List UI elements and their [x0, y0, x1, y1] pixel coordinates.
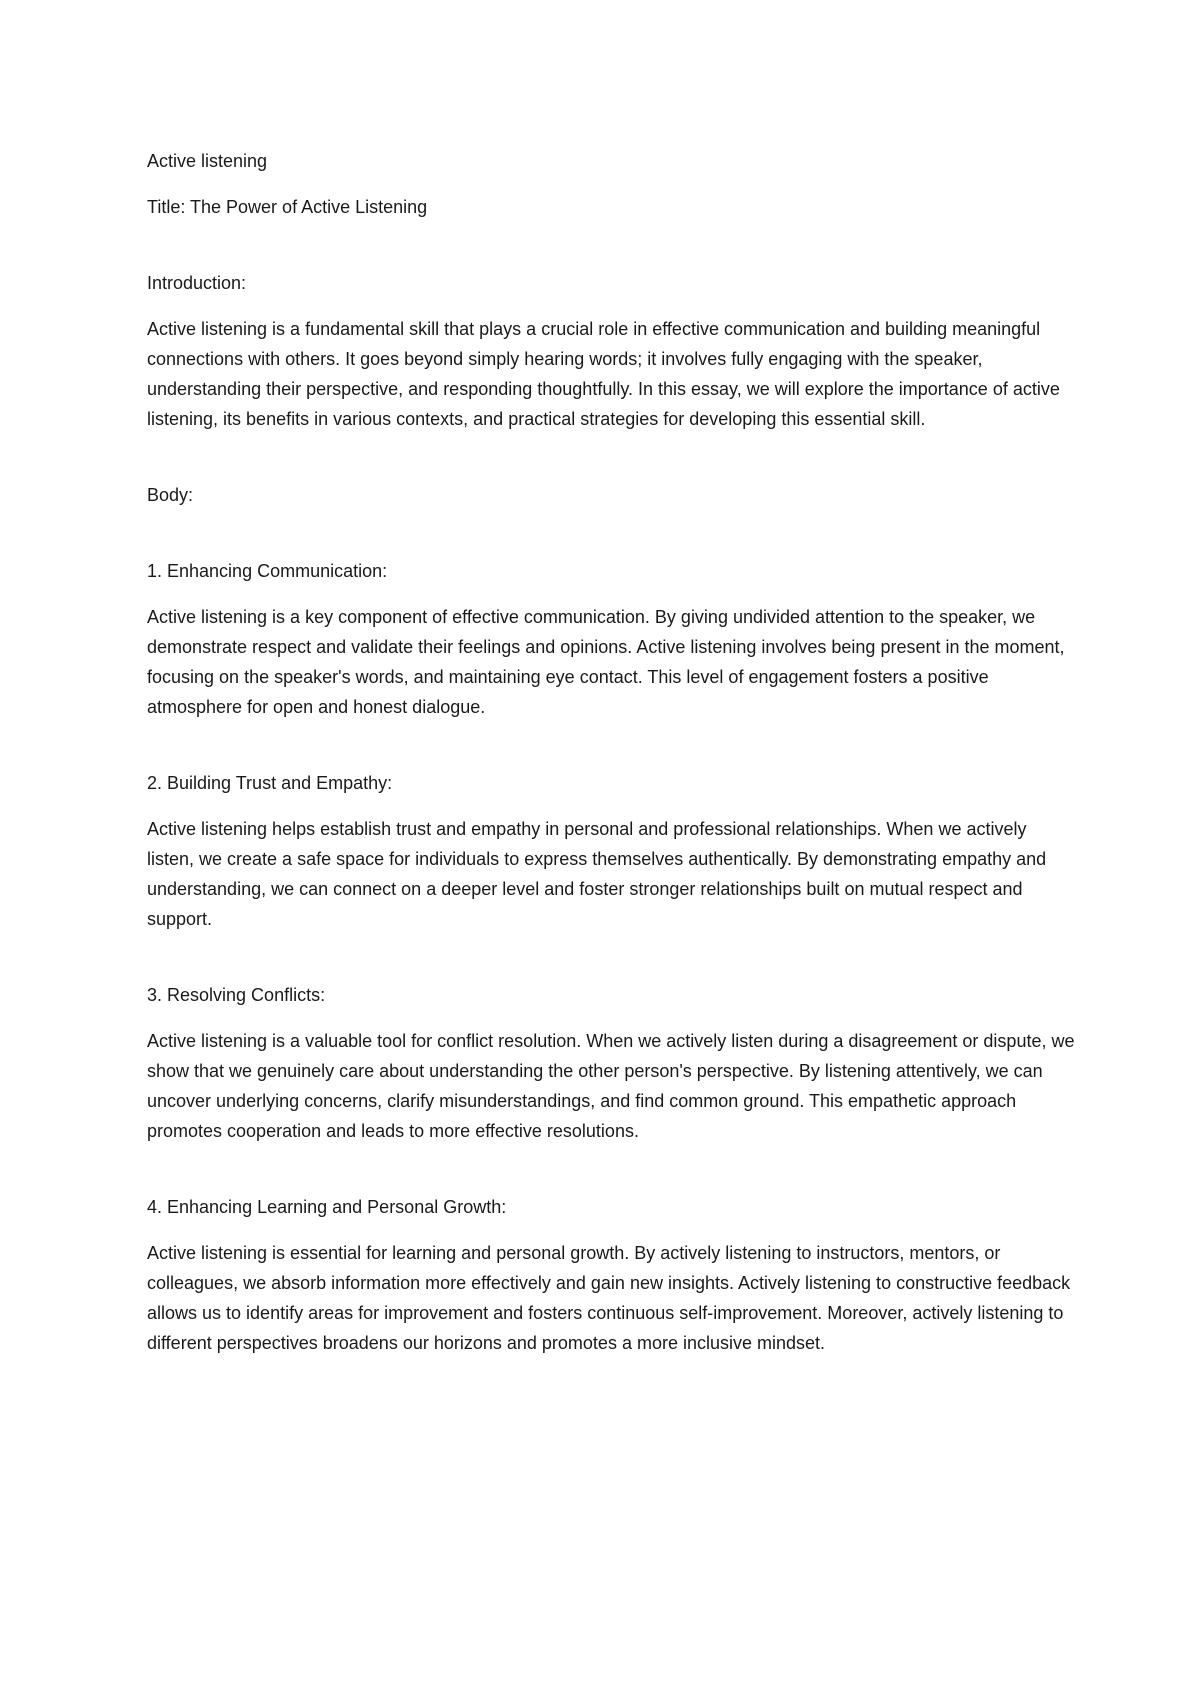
section-1-paragraph: Active listening is a key component of effective communication. By giving undivided attention to the speaker, we demonstrate respect and validate their feelings and opinions. Active listening involves being present in the moment, focusing on the speaker's words, and maintaining eye contact. This level of engagement fosters a positive atmosphere for open and honest dialogue. [147, 607, 1065, 717]
introduction-heading: Introduction: [147, 273, 247, 293]
section-3-paragraph: Active listening is a valuable tool for conflict resolution. When we actively listen during a disagreement or dispute, we show that we genuinely care about understanding the other person's perspective. By listening attentively, we can uncover underlying concerns, clarify misunderstandings, and find common ground. This empathetic approach promotes cooperation and leads to more effective resolutions. [147, 1031, 1075, 1141]
document-label: Active listening [147, 151, 268, 171]
introduction-paragraph: Active listening is a fundamental skill that plays a crucial role in effective communication and building meaningful connections with others. It goes beyond simply hearing words; it involves fully engaging with the speaker, understanding their perspective, and responding thoughtfully. In this essay, we will explore the importance of active listening, its benefits in various contexts, and practical strategies for developing this essential skill. [147, 319, 1060, 429]
section-1-heading: 1. Enhancing Communication: [147, 561, 388, 581]
section-2-heading: 2. Building Trust and Empathy: [147, 773, 393, 793]
section-2-paragraph: Active listening helps establish trust and empathy in personal and professional relationships. When we actively listen, we create a safe space for individuals to express themselves authentically. By demonstrating empathy and understanding, we can connect on a deeper level and foster stronger relationships built on mutual respect and support. [147, 819, 1047, 929]
body-heading: Body: [147, 485, 194, 505]
section-4-heading: 4. Enhancing Learning and Personal Growth: [147, 1197, 507, 1217]
section-3-heading: 3. Resolving Conflicts: [147, 985, 326, 1005]
section-4-paragraph: Active listening is essential for learning and personal growth. By actively listening to instructors, mentors, or colleagues, we absorb information more effectively and gain new insights. Actively listening to constructive feedback allows us to identify areas for improvement and fosters continuous self-improvement. Moreover, actively listening to different perspectives broadens our horizons and promotes a more inclusive mindset. [147, 1243, 1071, 1353]
document-title: Title: The Power of Active Listening [147, 197, 428, 217]
